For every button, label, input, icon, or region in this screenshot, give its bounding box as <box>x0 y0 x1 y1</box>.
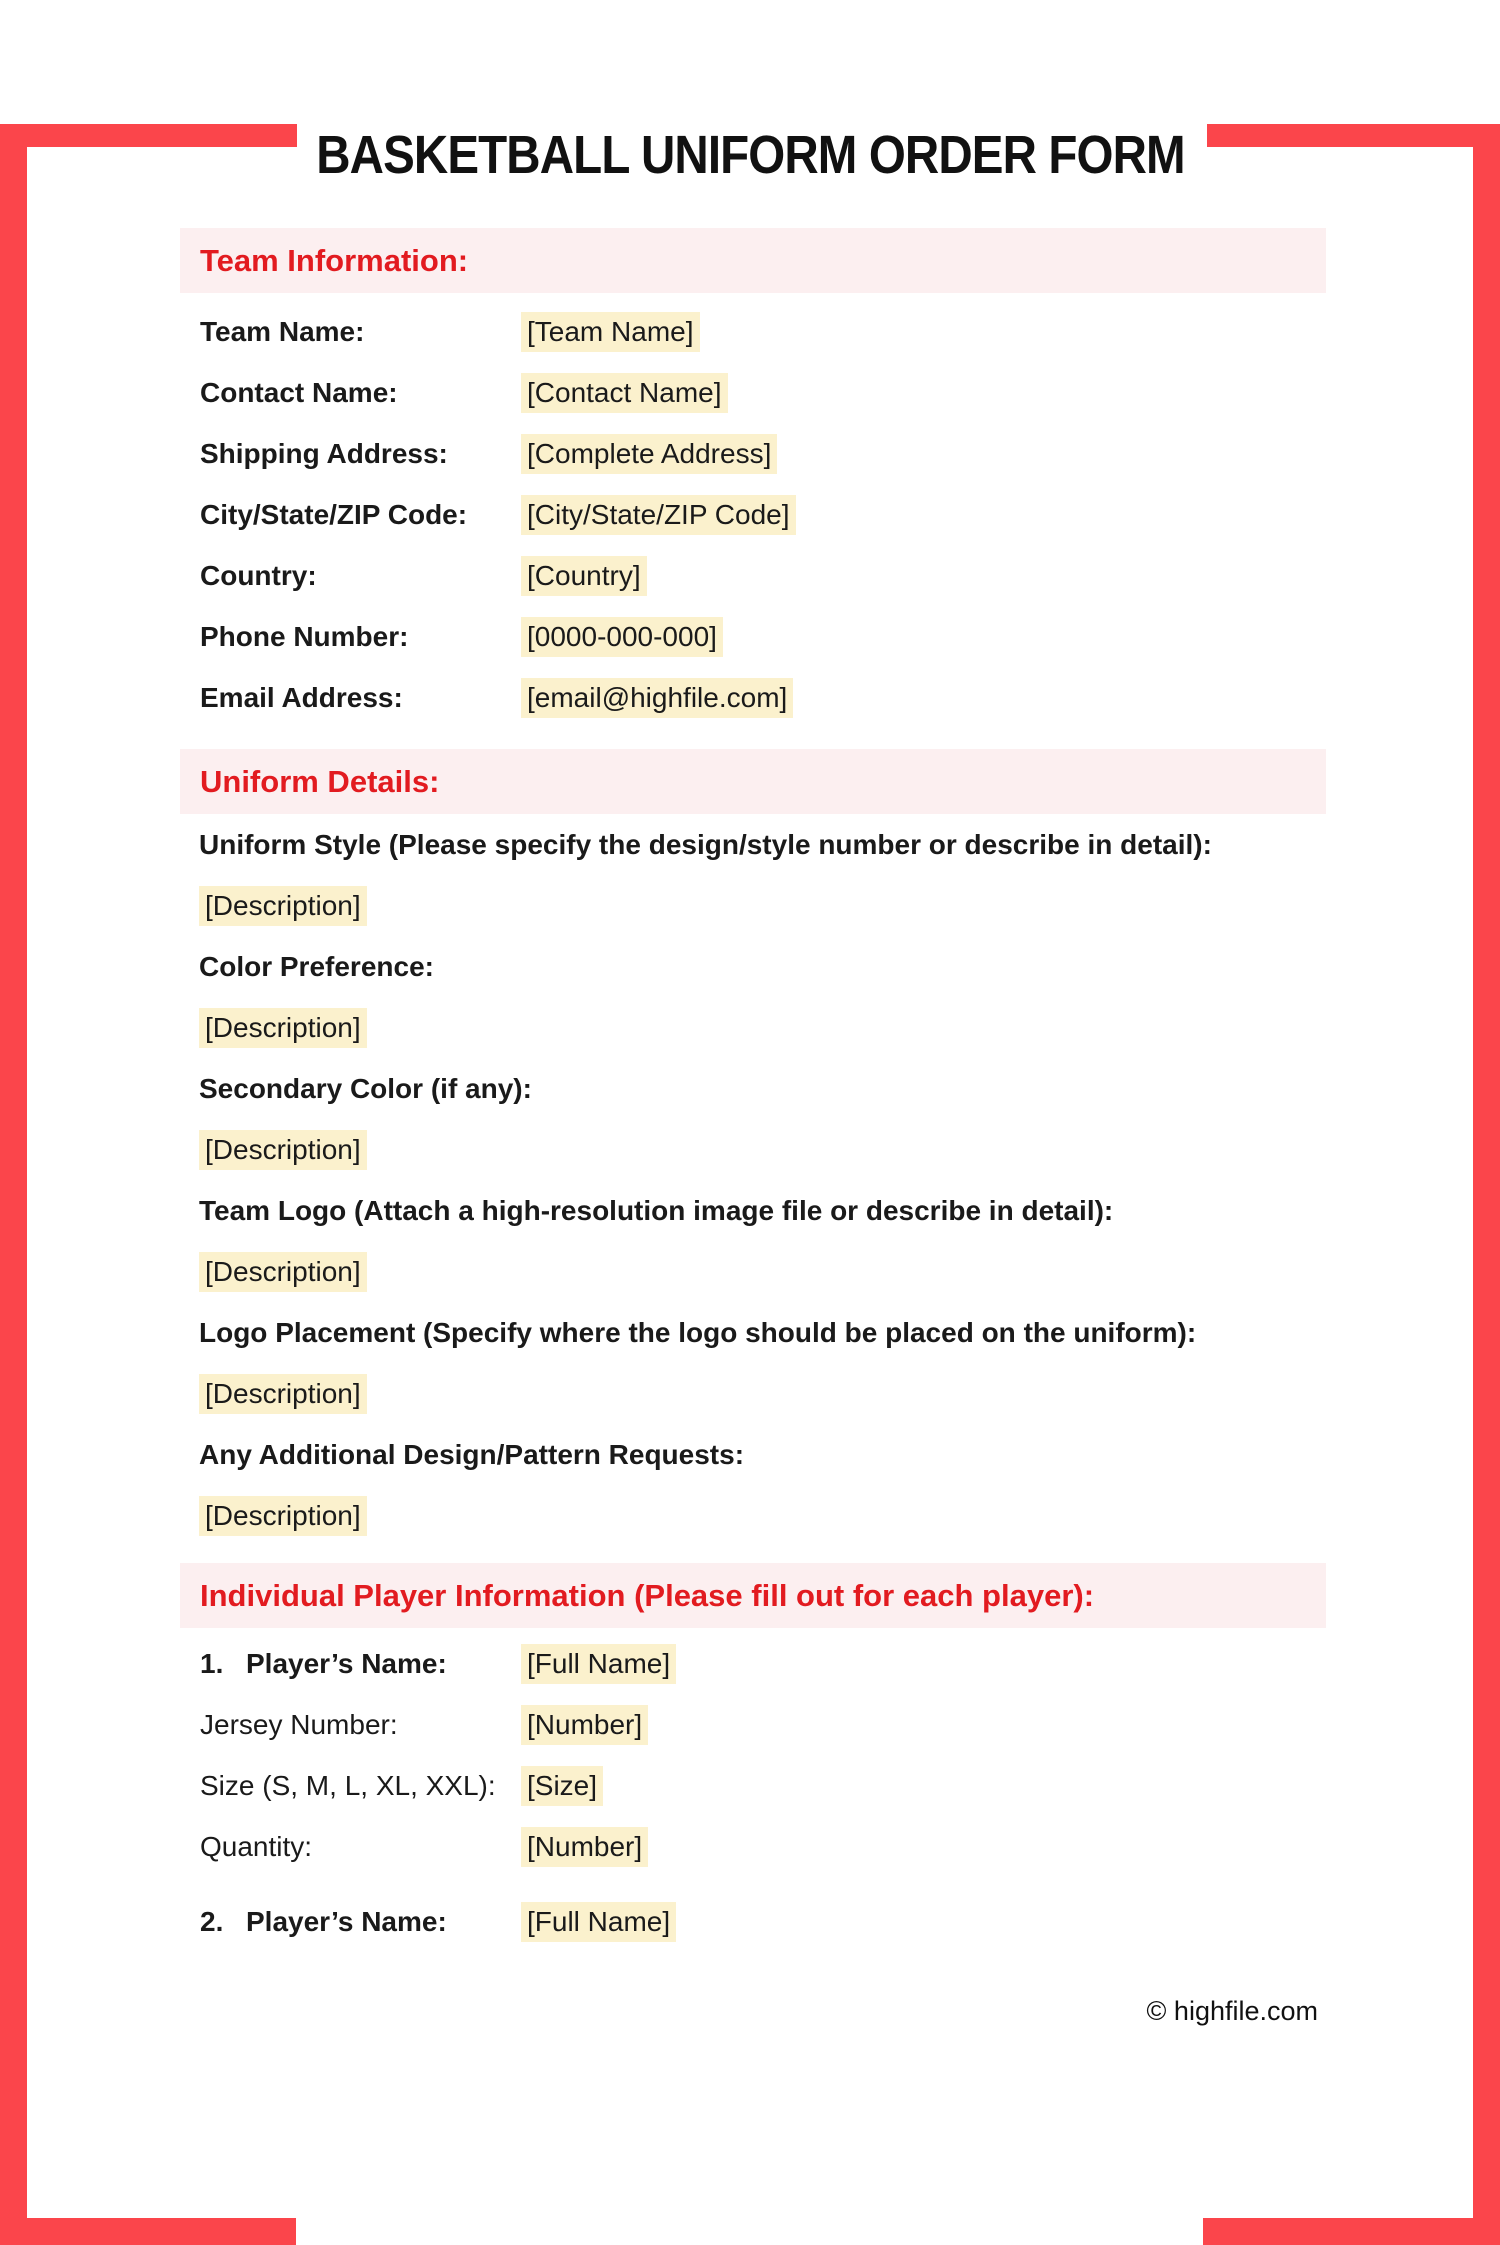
frame-right-bar <box>1473 124 1500 2245</box>
player-1-size-label: Size (S, M, L, XL, XXL): <box>200 1769 496 1801</box>
player-1-name-field[interactable]: [Full Name] <box>521 1644 676 1684</box>
team-logo-heading-line <box>180 1180 1326 1241</box>
player-1-number: 1. <box>200 1647 224 1679</box>
frame-left-bar <box>0 124 27 2245</box>
additional-requests-field[interactable]: [Description] <box>199 1496 367 1536</box>
email-address-row <box>180 667 1326 728</box>
logo-placement-heading-line <box>180 1302 1326 1363</box>
player-1-quantity-field[interactable]: [Number] <box>521 1827 648 1867</box>
country-field[interactable]: [Country] <box>521 556 647 596</box>
city-state-zip-row <box>180 484 1326 545</box>
player-2-name-field[interactable]: [Full Name] <box>521 1902 676 1942</box>
contact-name-label: Contact Name: <box>200 376 398 408</box>
additional-requests-label: Any Additional Design/Pattern Requests: <box>199 1438 745 1470</box>
shipping-address-field[interactable]: [Complete Address] <box>521 434 777 474</box>
section-header-team-information <box>180 228 1326 293</box>
document-page <box>0 124 1500 2245</box>
contact-name-row <box>180 362 1326 423</box>
team-name-row <box>180 301 1326 362</box>
player-1-quantity-row <box>180 1816 1326 1877</box>
player-1-name-row <box>180 1633 1326 1694</box>
player-1-size-row <box>180 1755 1326 1816</box>
shipping-address-label: Shipping Address: <box>200 437 448 469</box>
player-2-number: 2. <box>200 1905 224 1937</box>
uniform-style-description-line <box>180 875 1326 936</box>
color-preference-heading-line <box>180 936 1326 997</box>
logo-placement-field[interactable]: [Description] <box>199 1374 367 1414</box>
section-header-uniform-details <box>180 749 1326 814</box>
color-preference-field[interactable]: [Description] <box>199 1008 367 1048</box>
secondary-color-label: Secondary Color (if any): <box>199 1072 532 1104</box>
logo-placement-description-line <box>180 1363 1326 1424</box>
phone-number-label: Phone Number: <box>200 620 409 652</box>
team-information-rows <box>180 301 1326 728</box>
color-preference-description-line <box>180 997 1326 1058</box>
secondary-color-description-line <box>180 1119 1326 1180</box>
contact-name-field[interactable]: [Contact Name] <box>521 373 728 413</box>
logo-placement-label: Logo Placement (Specify where the logo should be placed on the uniform): <box>199 1316 1197 1348</box>
player-2-name-label: Player’s Name: <box>246 1905 447 1937</box>
uniform-style-field[interactable]: [Description] <box>199 886 367 926</box>
uniform-style-heading-line <box>180 814 1326 875</box>
page-title: BASKETBALL UNIFORM ORDER FORM <box>315 125 1185 185</box>
secondary-color-field[interactable]: [Description] <box>199 1130 367 1170</box>
footer <box>180 1994 1326 2028</box>
player-1-jersey-row <box>180 1694 1326 1755</box>
country-label: Country: <box>200 559 317 591</box>
uniform-details-lines <box>180 814 1326 1546</box>
section-title-team-information: Team Information: <box>200 242 469 278</box>
phone-number-field[interactable]: [0000-000-000] <box>521 617 723 657</box>
player-information-rows <box>180 1633 1326 1952</box>
team-logo-field[interactable]: [Description] <box>199 1252 367 1292</box>
section-title-uniform-details: Uniform Details: <box>200 763 440 799</box>
additional-requests-description-line <box>180 1485 1326 1546</box>
footer-credit: © highfile.com <box>1146 1995 1318 2026</box>
player-1-jersey-label: Jersey Number: <box>200 1708 398 1740</box>
player-1-jersey-field[interactable]: [Number] <box>521 1705 648 1745</box>
frame-top-right-bar <box>1207 124 1500 147</box>
team-name-label: Team Name: <box>200 315 365 347</box>
uniform-style-label: Uniform Style (Please specify the design/style number or describe in detail): <box>199 828 1212 860</box>
section-title-player-information: Individual Player Information (Please fill out for each player): <box>200 1577 1095 1613</box>
color-preference-label: Color Preference: <box>199 950 434 982</box>
player-2-name-row <box>180 1891 1326 1952</box>
email-address-field[interactable]: [email@highfile.com] <box>521 678 793 718</box>
team-name-field[interactable]: [Team Name] <box>521 312 700 352</box>
email-address-label: Email Address: <box>200 681 403 713</box>
frame-bottom-left-bar <box>0 2218 296 2245</box>
secondary-color-heading-line <box>180 1058 1326 1119</box>
team-logo-description-line <box>180 1241 1326 1302</box>
team-logo-label: Team Logo (Attach a high-resolution image file or describe in detail): <box>199 1194 1114 1226</box>
player-1-name-label: Player’s Name: <box>246 1647 447 1679</box>
additional-requests-heading-line <box>180 1424 1326 1485</box>
frame-top-left-bar <box>0 124 297 147</box>
frame-bottom-right-bar <box>1203 2218 1500 2245</box>
player-1-size-field[interactable]: [Size] <box>521 1766 603 1806</box>
city-state-zip-field[interactable]: [City/State/ZIP Code] <box>521 495 796 535</box>
shipping-address-row <box>180 423 1326 484</box>
city-state-zip-label: City/State/ZIP Code: <box>200 498 468 530</box>
player-1-quantity-label: Quantity: <box>200 1830 313 1862</box>
country-row <box>180 545 1326 606</box>
phone-number-row <box>180 606 1326 667</box>
section-header-player-information <box>180 1563 1326 1628</box>
